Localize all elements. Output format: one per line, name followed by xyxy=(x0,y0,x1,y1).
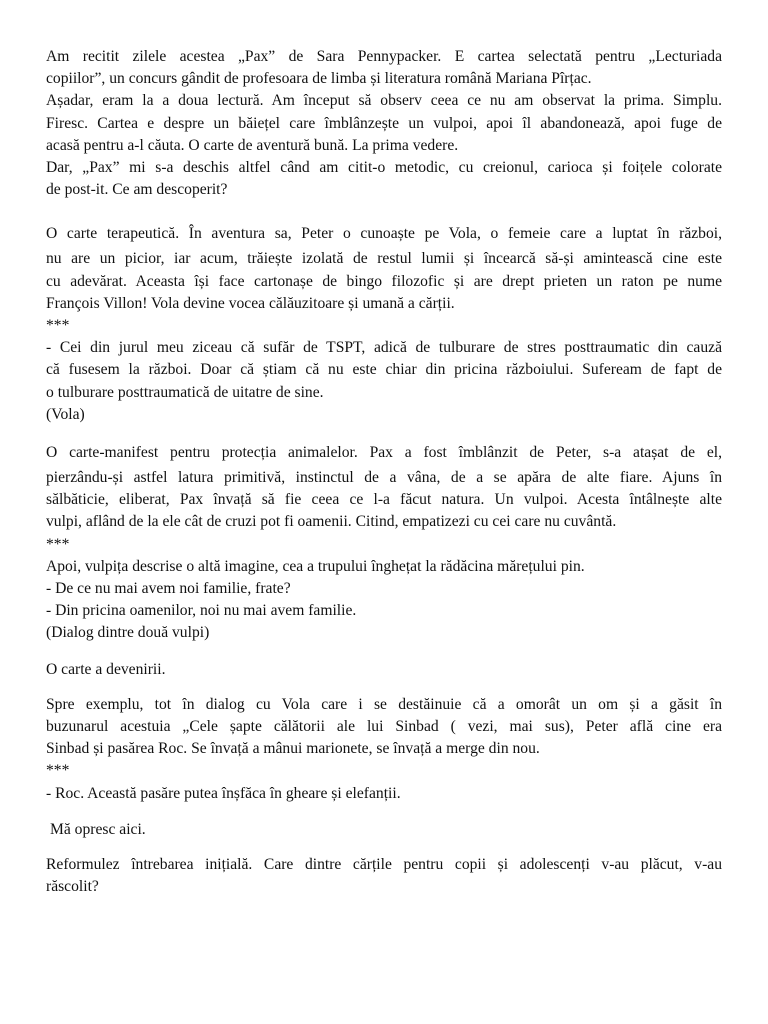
closing-stop xyxy=(46,819,722,842)
text-line: Am recitit zilele acestea „Pax” de Sara Pennypacker. E cartea selectată pentru „Lecturiada xyxy=(46,48,722,65)
quote-line: o tulburare posttraumatică de uitatre de sine. xyxy=(46,383,324,401)
text-line: vulpi, aflând de la ele cât de cruzi pot fi oamenii. Citind, empatizezi cu cei care nu cuvântă. xyxy=(46,513,617,531)
text-line: pierzându-și astfel latura primitivă, instinctul de a vâna, de a se apăra de alte fiare. Ajuns în xyxy=(46,469,722,487)
text-line: nu are un picior, iar acum, trăiește izolată de restul lumii și încearcă să-și amintească cine este xyxy=(46,250,722,268)
text-line: Așadar, eram la a doua lectură. Am început să observ ceea ce nu am observat la prima. Simplu. xyxy=(46,92,722,110)
separator: *** xyxy=(46,535,70,553)
section-therapeutic xyxy=(46,221,722,426)
quote-line: - De ce nu mai avem noi familie, frate? xyxy=(46,580,291,598)
separator: *** xyxy=(46,762,70,780)
text-line: Reformulez întrebarea inițială. Care dintre cărțile pentru copii și adolescenți v-au plăcut, v-au xyxy=(46,856,722,874)
text-line: acasă pentru a-l căuta. O carte de aventură bună. La prima vedere. xyxy=(46,136,459,154)
closing-question xyxy=(46,854,722,898)
quote-attribution: (Dialog dintre două vulpi) xyxy=(46,624,210,642)
text-line: de post-it. Ce am descoperit? xyxy=(46,181,228,199)
quote-line: - Roc. Această pasăre putea înșfăca în gheare și elefanții. xyxy=(46,784,401,802)
section-becoming-body xyxy=(46,694,722,805)
text-line: Dar, „Pax” mi s-a deschis altfel când am citit-o metodic, cu creionul, carioca și foițele colorate xyxy=(46,159,722,177)
quote-attribution: (Vola) xyxy=(46,405,85,423)
section-heading: O carte terapeutică. În aventura sa, Peter o cunoaște pe Vola, o femeie care a luptat în război, xyxy=(46,225,722,243)
section-becoming xyxy=(46,659,722,682)
quote-line: - Din pricina oamenilor, noi nu mai avem familie. xyxy=(46,602,357,620)
section-heading: O carte-manifest pentru protecția animalelor. Pax a fost îmblânzit de Peter, s-a atașat de el, xyxy=(46,444,722,462)
quote-line: Apoi, vulpița descrise o altă imagine, cea a trupului înghețat la rădăcina mărețului pin. xyxy=(46,557,585,575)
section-manifest xyxy=(46,440,722,645)
text-line: Sinbad și pasărea Roc. Se învață a mânui marionete, se învață a merge din nou. xyxy=(46,740,540,758)
text-line: François Villon! Vola devine vocea călăuzitoare și umană a cărții. xyxy=(46,294,455,312)
text-line: buzunarul acestuia „Cele șapte călătorii ale lui Sinbad ( vezi, mai sus), Peter află cine era xyxy=(46,718,722,736)
text-line: răscolit? xyxy=(46,878,99,896)
quote-line: că fusesem la război. Doar că știam că nu este chiar din pricina războiului. Sufeream de fapt de xyxy=(46,361,722,379)
quote-line: - Cei din jurul meu ziceau că sufăr de TSPT, adică de tulburare de stres posttraumatic din cauză xyxy=(46,339,722,357)
separator: *** xyxy=(46,317,70,335)
section-heading: O carte a devenirii. xyxy=(46,660,166,678)
text-line: cu adevărat. Aceasta își face cartonașe de bingo filozofic și are drept prieten un raton pe nume xyxy=(46,272,722,290)
document-page xyxy=(46,46,722,899)
text-line: sălbăticie, eliberat, Pax învață să fie ceea ce l-a făcut natura. Un vulpoi. Acesta întâlnește alte xyxy=(46,491,722,509)
intro-paragraph xyxy=(46,46,722,201)
text-line: Spre exemplu, tot în dialog cu Vola care i se destăinuie că a omorât un om și a găsit în xyxy=(46,695,722,713)
text-line: copiilor”, un concurs gândit de profesoara de limba și literatura română Mariana Pîrțac. xyxy=(46,70,592,88)
text-line: Firesc. Cartea e despre un băiețel care îmblânzește un vulpoi, apoi îl abandonează, apoi fuge de xyxy=(46,114,722,132)
stop-line: Mă opresc aici. xyxy=(50,820,146,838)
